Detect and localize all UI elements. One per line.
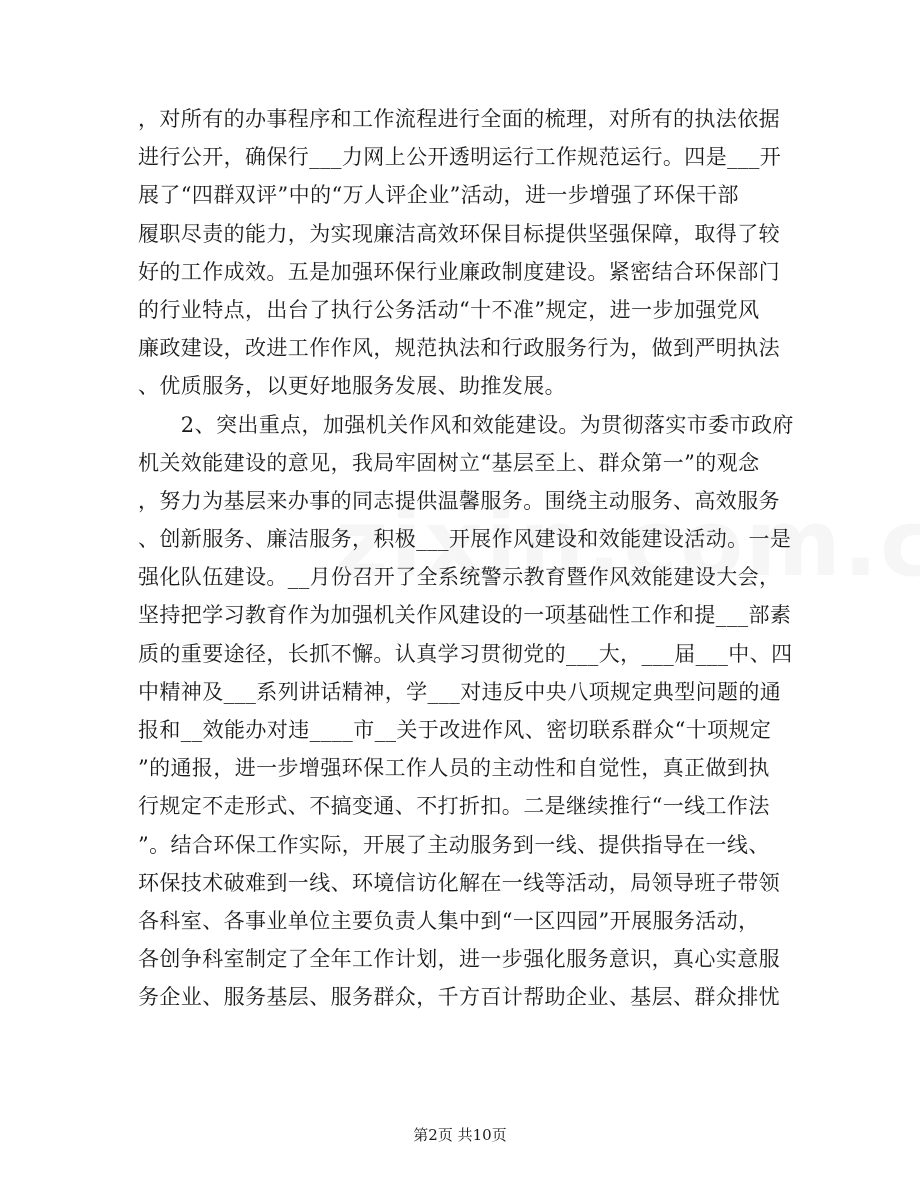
text-line: 展了“四群双评”中的“万人评企业”活动，进一步增强了环保干部 [138,183,739,208]
text-line: 廉政建设，改进工作作风，规范执法和行政服务行为，做到严明执法 [138,336,780,361]
text-line: 好的工作成效。五是加强环保行业廉政制度建设。紧密结合环保部门 [138,259,780,284]
page-number: 第2页 共10页 [413,1126,507,1144]
text-line: ”。结合环保工作实际，开展了主动服务到一线、提供指导在一线、 [138,832,770,857]
text-line: ，对所有的办事程序和工作流程进行全面的梳理，对所有的执法依据 [138,107,780,131]
text-line: 各科室、各事业单位主要负责人集中到“一区四园”开展服务活动， [138,908,760,933]
text-line: 务企业、服务基层、服务群众，千方百计帮助企业、基层、群众排忧 [138,985,780,1010]
body-text [138,100,794,1017]
text-line: 坚持把学习教育作为加强机关作风建设的一项基础性工作和提___部素 [138,603,792,628]
text-line: 履职尽责的能力，为实现廉洁高效环保目标提供坚强保障，取得了较 [138,221,780,246]
text-line: 报和__效能办对违____市__关于改进作风、密切联系群众“十项规定 [138,718,772,742]
text-line: 环保技术破难到一线、环境信访化解在一线等活动，局领导班子带领 [138,870,780,895]
text-line: 的行业特点，出台了执行公务活动“十不准”规定，进一步加强党风 [138,297,760,322]
text-line: 、创新服务、廉洁服务，积极___开展作风建设和效能建设活动。一是 [138,527,792,552]
text-line: 各创争科室制定了全年工作计划，进一步强化服务意识，真心实意服 [138,947,780,972]
text-line: 质的重要途径，长抓不懈。认真学习贯彻党的___大，___届___中、四 [138,641,793,666]
text-line: 强化队伍建设。__月份召开了全系统警示教育暨作风效能建设大会， [138,565,781,590]
text-line: 机关效能建设的意见，我局牢固树立“基层至上、群众第一”的观念 [138,450,760,475]
text-line: ，努力为基层来办事的同志提供温馨服务。围绕主动服务、高效服务 [138,488,780,513]
text-line: 、优质服务，以更好地服务发展、助推发展。 [138,374,566,399]
text-line: 2、突出重点，加强机关作风和效能建设。为贯彻落实市委市政府 [138,412,794,437]
text-line: ”的通报，进一步增强环保工作人员的主动性和自觉性，真正做到执 [138,756,770,781]
text-line: 中精神及___系列讲话精神，学___对违反中央八项规定典型问题的通 [138,679,782,704]
text-line: 行规定不走形式、不搞变通、不打折扣。二是继续推行“一线工作法 [138,794,770,819]
text-line: 进行公开，确保行___力网上公开透明运行工作规范运行。四是___开 [138,145,782,170]
